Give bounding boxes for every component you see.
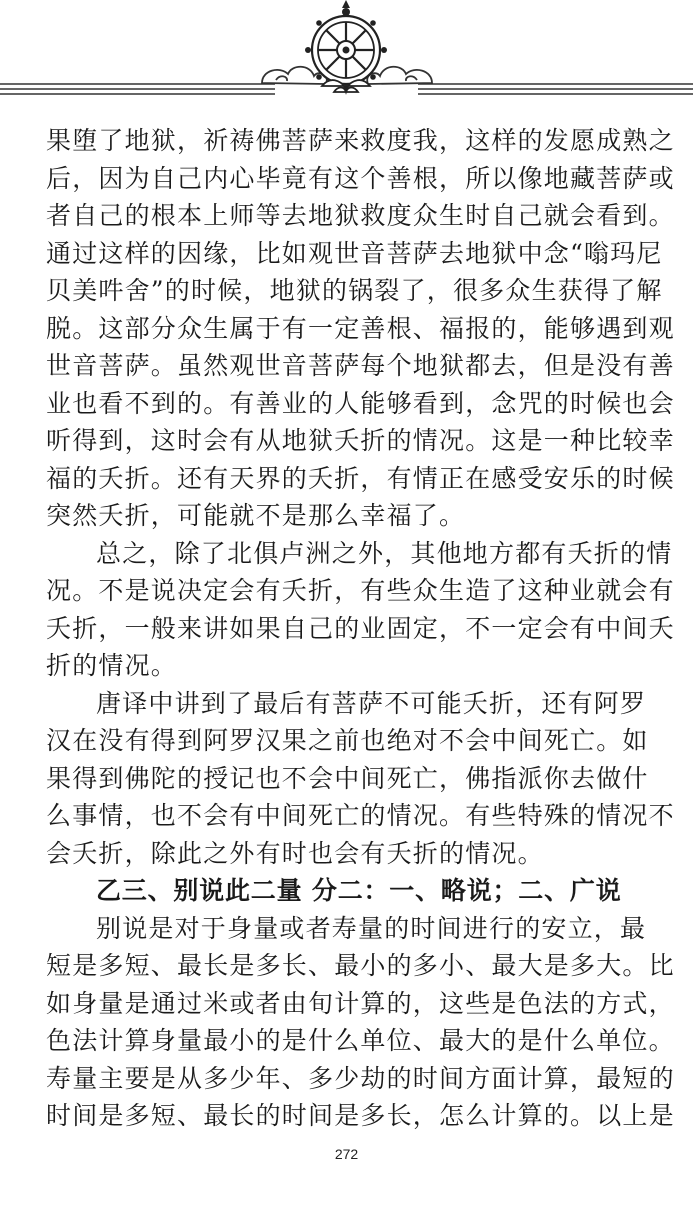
text-line: 如身量是通过米或者由旬计算的，这些是色法的方式， <box>46 988 675 1018</box>
text-line: 突然夭折，可能就不是那么幸福了。 <box>46 501 466 530</box>
text-line: 汉在没有得到阿罗汉果之前也绝对不会中间死亡。如 <box>46 726 649 755</box>
text-line: 寿量主要是从多少年、多少劫的时间方面计算，最短的 <box>46 1063 675 1093</box>
page-number: 272 <box>334 1146 359 1162</box>
text-line: 会夭折，除此之外有时也会有夭折的情况。 <box>46 838 544 868</box>
text-line: 折的情况。 <box>46 651 178 680</box>
text-line: 听得到，这时会有从地狱夭折的情况。这是一种比较幸 <box>46 426 675 455</box>
text-line: 果堕了地狱，祈祷佛菩萨来救度我，这样的发愿成熟之 <box>46 126 675 155</box>
text-line: 色法计算身量最小的是什么单位、最大的是什么单位。 <box>46 1026 675 1055</box>
section-heading: 乙三、别说此二量 分二：一、略说；二、广说 <box>96 876 622 905</box>
text-line: 福的夭折。还有天界的夭折，有情正在感受安乐的时候 <box>46 463 675 493</box>
text-line: 别说是对于身量或者寿量的时间进行的安立，最 <box>96 913 647 943</box>
dharma-wheel-ornament-icon <box>0 0 693 110</box>
text-line: 业也看不到的。有善业的人能够看到，念咒的时候也会 <box>46 388 675 418</box>
page-header <box>0 0 693 110</box>
text-line: 短是多短、最长是多长、最小的多小、最大是多大。比 <box>46 951 675 980</box>
text-line: 通过这样的因缘，比如观世音菩萨去地狱中念“嗡玛尼 <box>46 238 663 268</box>
text-line: 时间是多短、最长的时间是多长，怎么计算的。以上是 <box>46 1101 675 1130</box>
text-line: 果得到佛陀的授记也不会中间死亡，佛指派你去做什 <box>46 763 649 793</box>
text-line: 贝美吽舍”的时候，地狱的锅裂了，很多众生获得了解 <box>46 276 663 305</box>
text-line: 者自己的根本上师等去地狱救度众生时自己就会看到。 <box>46 201 675 230</box>
text-line: 后，因为自己内心毕竟有这个善根，所以像地藏菩萨或 <box>46 163 675 193</box>
text-line: 况。不是说决定会有夭折，有些众生造了这种业就会有 <box>46 576 675 605</box>
text-line: 唐译中讲到了最后有菩萨不可能夭折，还有阿罗 <box>96 688 647 718</box>
body-text <box>46 122 675 1135</box>
text-line: 脱。这部分众生属于有一定善根、福报的，能够遇到观 <box>46 313 675 343</box>
text-line: 么事情，也不会有中间死亡的情况。有些特殊的情况不 <box>46 801 675 830</box>
text-line: 夭折，一般来讲如果自己的业固定，不一定会有中间夭 <box>46 613 675 643</box>
text-line: 世音菩萨。虽然观世音菩萨每个地狱都去，但是没有善 <box>46 351 675 380</box>
text-line: 总之，除了北俱卢洲之外，其他地方都有夭折的情 <box>96 538 673 568</box>
